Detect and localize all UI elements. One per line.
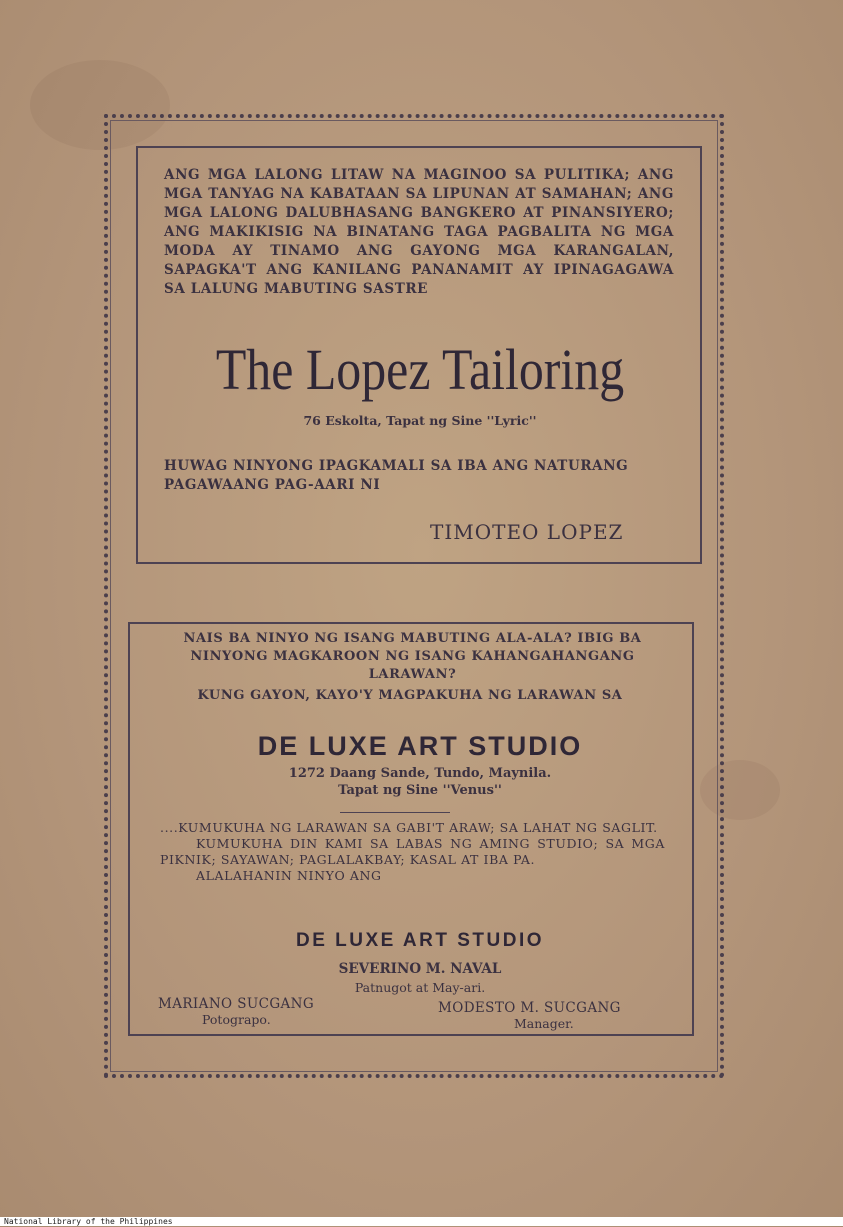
ad2-call-text: KUNG GAYON, KAYO'Y MAGPAKUHA NG LARAWAN SA: [197, 688, 623, 703]
ad1-intro-text: ANG MGA LALONG LITAW NA MAGINOO SA PULITIKA; ANG MGA TANYAG NA KABATAAN SA LIPUNAN AT SAMAHAN; ANG MGA LALONG DALUBHASANG BANGKERO AT PINANSIYERO; ANG MAKIKISIG NA BINATANG TAGA PAGBALITA NG MGA MODA AY TINAMO ANG GAYONG MGA KARANGALAN, SAPAGKA'T ANG KANILANG PANANAMIT AY IPINAGAGAWA SA LALUNG MABUTING SASTRE: [164, 167, 674, 297]
ad2-owner-role: Patnugot at May-ari.: [354, 980, 486, 995]
ad2-person-2: [438, 1000, 621, 1031]
person1-role: Potograpo.: [202, 1012, 271, 1027]
ad2-address-line2: Tapat ng Sine ''Venus'': [338, 783, 502, 798]
ad2-question-text: NAIS BA NINYO NG ISANG MABUTING ALA-ALA? IBIG BA NINYONG MAGKAROON NG ISANG KAHANGAHANGANG LARAWAN?: [183, 631, 642, 682]
divider: [340, 812, 450, 813]
ad2-person-1: [158, 996, 314, 1027]
ad2-owner-name: SEVERINO M. NAVAL: [338, 961, 502, 977]
ad2-reminder-text: ALALAHANIN NINYO ANG: [196, 868, 382, 883]
ad2-services: [160, 820, 665, 884]
person2-role: Manager.: [514, 1016, 574, 1031]
ad2-services-text-2: KUMUKUHA DIN KAMI SA LABAS NG AMING STUDIO; SA MGA PIKNIK; SAYAWAN; PAGLALAKBAY; KASAL AT IBA PA.: [160, 836, 665, 867]
ad2-studio-name-2: DE LUXE ART STUDIO: [295, 930, 545, 951]
footer-credit: National Library of the Philippines: [0, 1217, 843, 1226]
ad2-studio-name: DE LUXE ART STUDIO: [257, 731, 583, 761]
ad1-owner-signature: TIMOTEO LOPEZ: [430, 520, 624, 544]
person1-name: MARIANO SUCGANG: [158, 996, 315, 1012]
ad2-address: [150, 765, 690, 799]
ad2-address-line1: 1272 Daang Sande, Tundo, Maynila.: [288, 766, 552, 781]
ad1-headline: The Lopez Tailoring: [215, 337, 625, 402]
ad1-address: 76 Eskolta, Tapat ng Sine ''Lyric'': [303, 413, 537, 428]
person2-name: MODESTO M. SUCGANG: [438, 1000, 621, 1016]
ad1-warning-text: HUWAG NINYONG IPAGKAMALI SA IBA ANG NATURANG PAGAWAANG PAG-AARI NI: [164, 458, 629, 493]
ad2-services-text-1: ....KUMUKUHA NG LARAWAN SA GABI'T ARAW; SA LAHAT NG SAGLIT.: [160, 820, 658, 835]
